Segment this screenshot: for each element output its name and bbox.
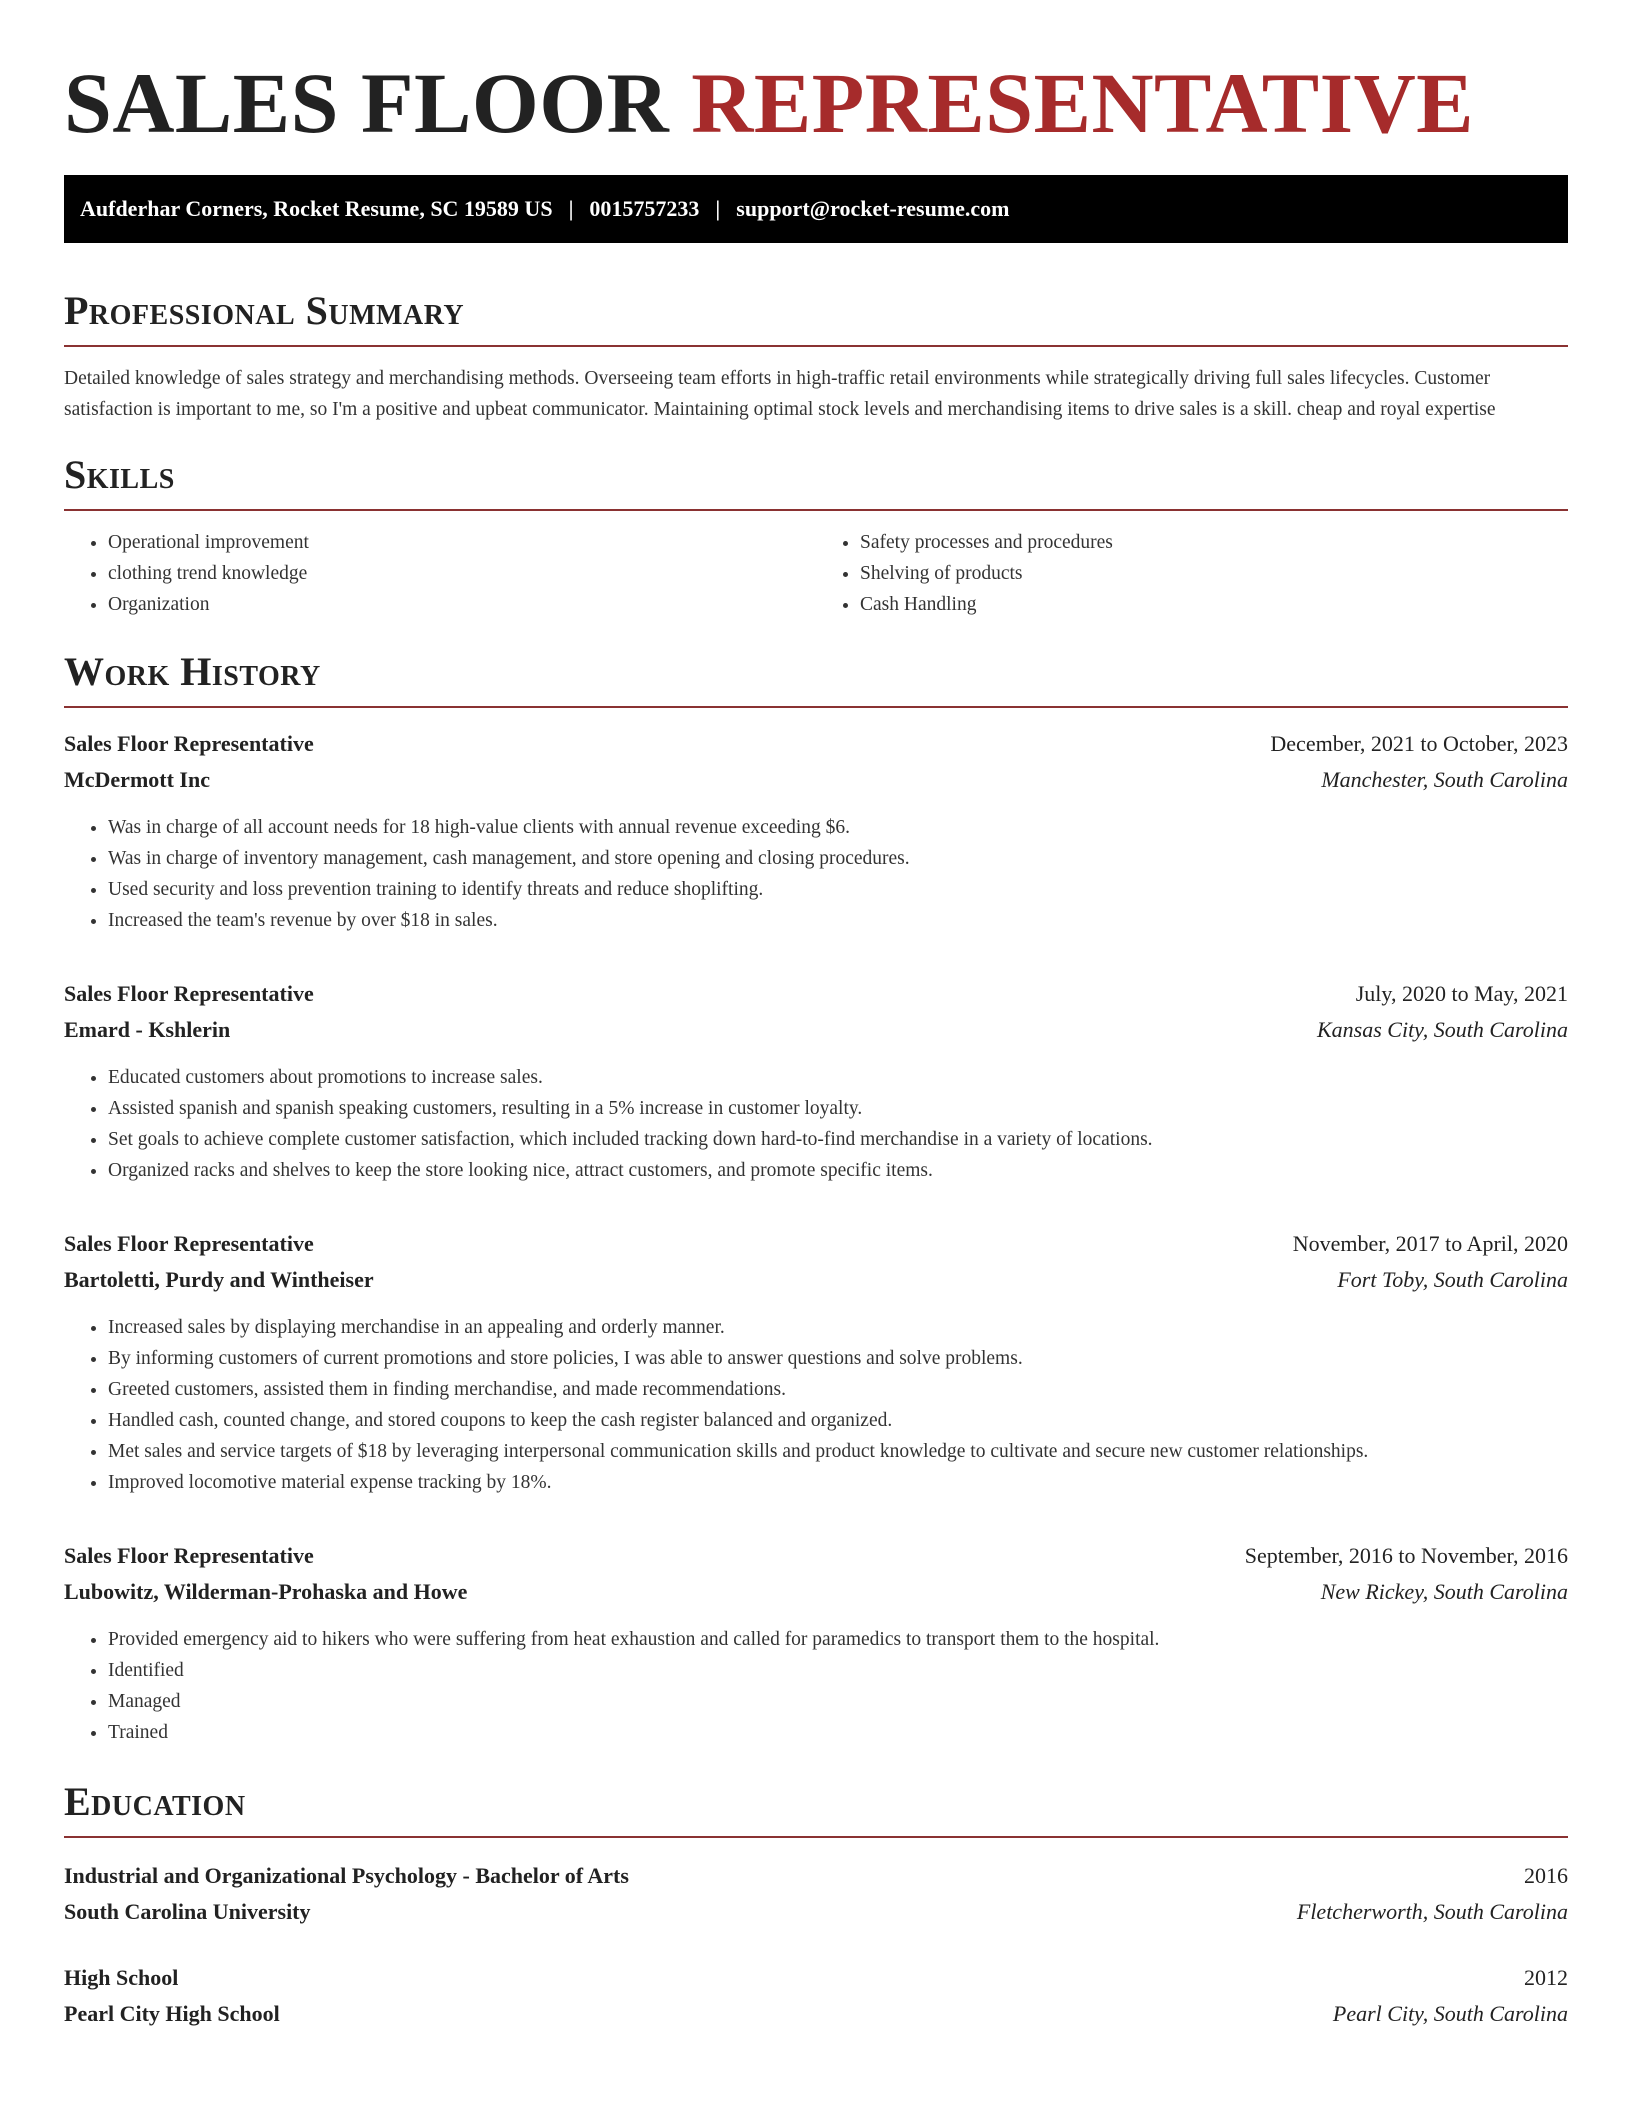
job-bullet: • Provided emergency aid to hikers who were suffering from heat exhaustion and called for paramedics to transport them to the hospital. [108,1624,1568,1655]
skills-heading: Skills [64,453,1568,511]
education-heading: Education [64,1780,1568,1838]
contact-bar [64,175,1568,243]
education-entry [64,1858,1568,1930]
job-company: Bartoletti, Purdy and Wintheiser [64,1267,374,1293]
skill-item: • Organization [108,589,816,620]
job-dates: December, 2021 to October, 2023 [1270,731,1568,757]
job-location: Kansas City, South Carolina [1316,1017,1568,1043]
job-bullet: • Handled cash, counted change, and stored coupons to keep the cash register balanced and organized. [108,1405,1568,1436]
job-bullet: • Used security and loss prevention training to identify threats and reduce shoplifting. [108,874,1568,905]
skills-columns [64,527,1568,620]
education-degree: High School [64,1965,179,1991]
contact-email: support@rocket-resume.com [736,196,1010,222]
job-role: Sales Floor Representative [64,981,314,1007]
job-bullet: • Managed [108,1686,1568,1717]
job-bullets [64,1062,1568,1186]
job-bullet: • Greeted customers, assisted them in finding merchandise, and made recommendations. [108,1374,1568,1405]
skill-item: • clothing trend knowledge [108,558,816,589]
job-bullet: • Increased sales by displaying merchandise in an appealing and orderly manner. [108,1312,1568,1343]
work-history-heading: Work History [64,650,1568,708]
education-degree: Industrial and Organizational Psychology - Bachelor of Arts [64,1863,629,1889]
job-bullet: • Met sales and service targets of $18 by leveraging interpersonal communication skills and product knowledge to cultivate and secure new customer relationships. [108,1436,1568,1467]
job-bullet: • Trained [108,1717,1568,1748]
job-bullet: • Set goals to achieve complete customer satisfaction, which included tracking down hard-to-find merchandise in a variety of locations. [108,1124,1568,1155]
job-entry [64,726,1568,936]
job-location: New Rickey, South Carolina [1320,1579,1568,1605]
skills-list-left [64,527,816,620]
contact-address: Aufderhar Corners, Rocket Resume, SC 19589 US [80,196,553,222]
title-part-1: SALES FLOOR [64,55,670,151]
job-role: Sales Floor Representative [64,1543,314,1569]
job-entry [64,1226,1568,1498]
job-bullets [64,812,1568,936]
contact-separator: | [568,196,574,222]
job-bullet: • Was in charge of inventory management, cash management, and store opening and closing procedures. [108,843,1568,874]
job-company: Emard - Kshlerin [64,1017,231,1043]
job-bullet: • Educated customers about promotions to increase sales. [108,1062,1568,1093]
education-year: 2012 [1524,1965,1568,1991]
job-bullet: • By informing customers of current promotions and store policies, I was able to answer questions and solve problems. [108,1343,1568,1374]
skills-section [64,453,1568,620]
education-year: 2016 [1524,1863,1568,1889]
job-entry [64,976,1568,1186]
skill-item: • Cash Handling [860,589,1568,620]
job-dates: July, 2020 to May, 2021 [1355,981,1568,1007]
job-bullet: • Was in charge of all account needs for 18 high-value clients with annual revenue exceeding $6. [108,812,1568,843]
job-bullet: • Organized racks and shelves to keep the store looking nice, attract customers, and promote specific items. [108,1155,1568,1186]
resume-title [64,52,1568,155]
job-bullets [64,1624,1568,1748]
job-bullets [64,1312,1568,1498]
job-bullet: • Identified [108,1655,1568,1686]
education-section [64,1780,1568,2032]
contact-phone: 0015757233 [589,196,700,222]
education-school: Pearl City High School [64,2001,280,2027]
job-bullet: • Improved locomotive material expense tracking by 18%. [108,1467,1568,1498]
job-bullet: • Increased the team's revenue by over $18 in sales. [108,905,1568,936]
summary-heading: Professional Summary [64,289,1568,347]
job-company: McDermott Inc [64,767,210,793]
education-location: Fletcherworth, South Carolina [1296,1899,1568,1925]
job-dates: September, 2016 to November, 2016 [1244,1543,1568,1569]
job-entry [64,1538,1568,1748]
job-location: Fort Toby, South Carolina [1337,1267,1568,1293]
skill-item: • Safety processes and procedures [860,527,1568,558]
education-entry [64,1960,1568,2032]
job-location: Manchester, South Carolina [1321,767,1568,793]
education-school: South Carolina University [64,1899,311,1925]
skill-item: • Operational improvement [108,527,816,558]
skills-list-right [816,527,1568,620]
work-history-section [64,650,1568,1748]
job-bullet: • Assisted spanish and spanish speaking customers, resulting in a 5% increase in customer loyalty. [108,1093,1568,1124]
contact-separator: | [715,196,721,222]
title-part-2: REPRESENTATIVE [691,55,1475,151]
skill-item: • Shelving of products [860,558,1568,589]
summary-text: Detailed knowledge of sales strategy and merchandising methods. Overseeing team efforts in high-traffic retail environments while strategically driving full sales lifecycles. Customer satisfaction is important to me, so I'm a positive and upbeat communicator. Maintaining optimal stock levels and merchandising items to drive sales is a skill. cheap and royal expertise [64,368,1496,421]
job-company: Lubowitz, Wilderman-Prohaska and Howe [64,1579,468,1605]
job-role: Sales Floor Representative [64,1231,314,1257]
job-role: Sales Floor Representative [64,731,314,757]
job-dates: November, 2017 to April, 2020 [1292,1231,1568,1257]
summary-section [64,289,1568,425]
education-location: Pearl City, South Carolina [1332,2001,1568,2027]
